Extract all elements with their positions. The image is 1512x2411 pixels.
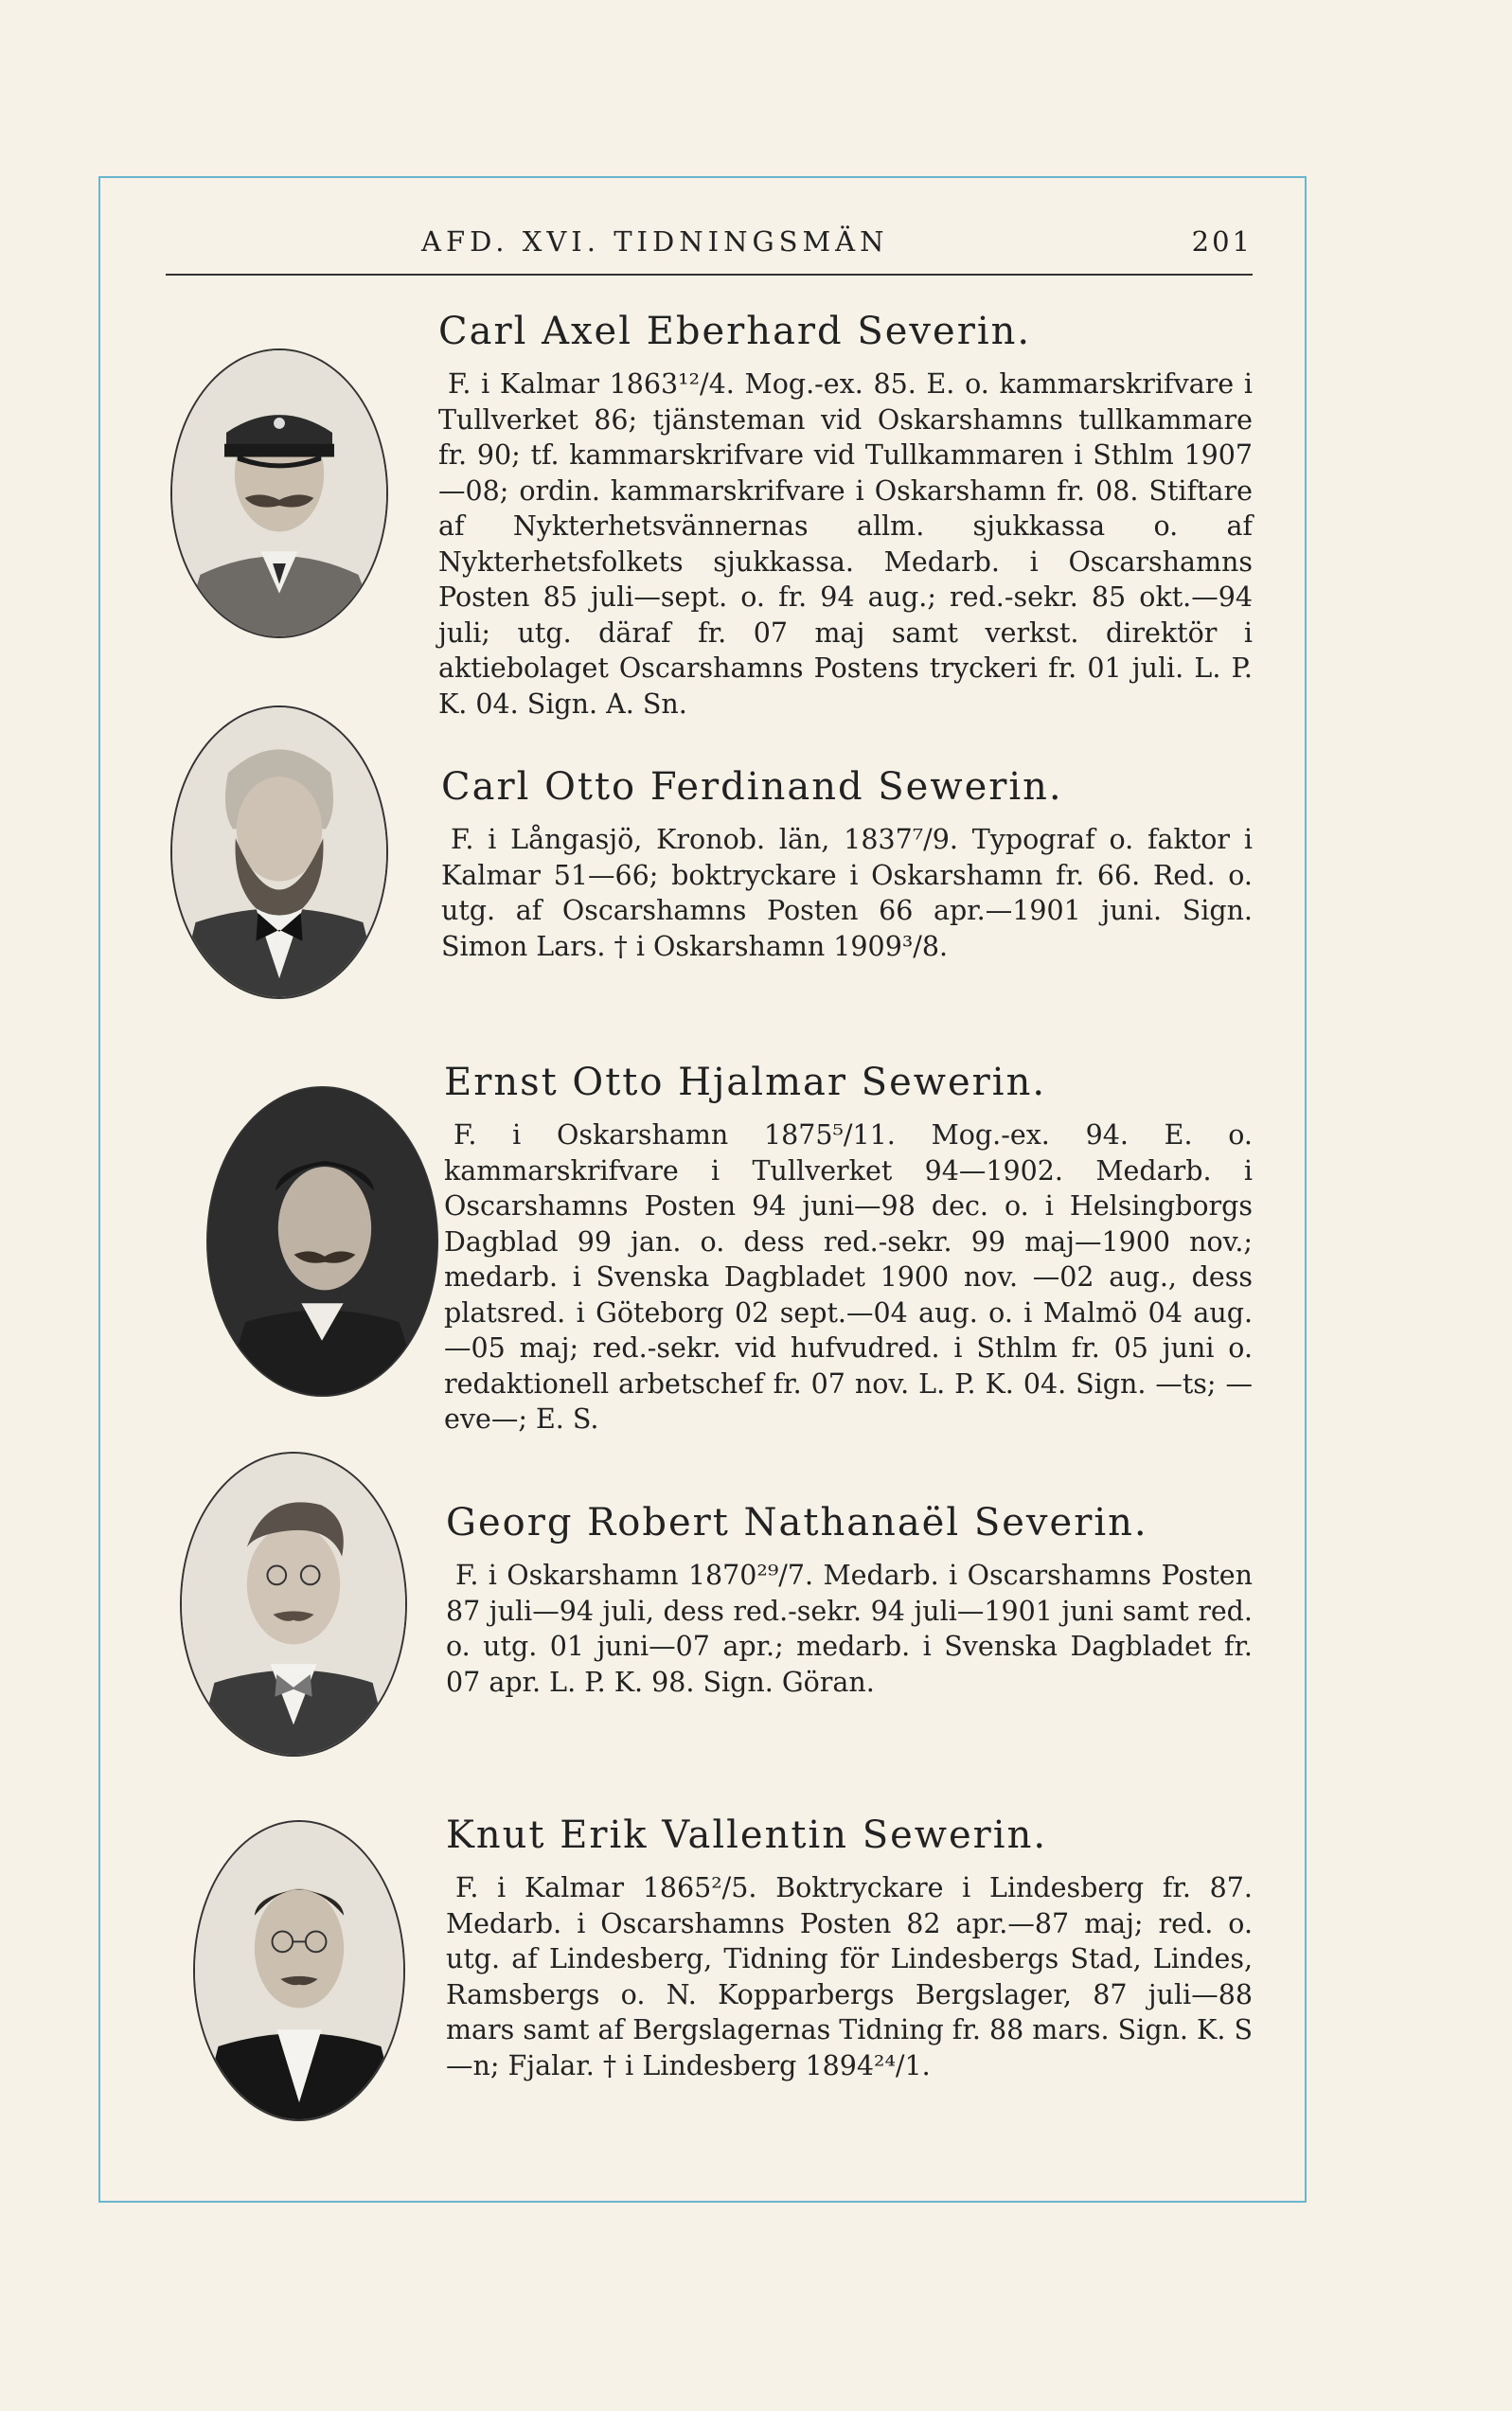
entry-bio: F. i Oskarshamn 1875⁵/11. Mog.-ex. 94. E. o. kammarskrifvare i Tullverket 94—1902. Medarb. i Oscarshamns Posten 94 juni—98 dec. o. i Helsingborgs Dagblad 99 jan. o. dess red.-sekr. 99 maj—1900 nov.; medarb. i Svenska Dagbladet 1900 nov. —02 aug., dess platsred. i Göteborg 02 sept.—04 aug. o. i Malmö 04 aug.—05 maj; red.-sekr. vid hufvudred. i Sthlm fr. 05 juni o. redaktionell arbetschef fr. 07 nov. L. P. K. 04. Sign. —ts; —eve—; E. S. [444, 1119, 1253, 1435]
entry-carl-otto [441, 765, 1253, 964]
portrait-carl-axel [170, 348, 388, 638]
portrait-ernst-otto [206, 1086, 438, 1397]
section-title: AFD. XVI. TIDNINGSMÄN [421, 225, 889, 258]
page-number: 201 [1191, 225, 1253, 258]
entry-name: Carl Otto Ferdinand Sewerin. [441, 765, 1063, 809]
entry-name: Knut Erik Vallentin Sewerin. [446, 1813, 1048, 1857]
entry-ernst-otto [444, 1061, 1253, 1438]
entry-name: Carl Axel Eberhard Severin. [438, 310, 1032, 353]
entry-carl-axel [438, 310, 1253, 722]
portrait-georg-robert [180, 1452, 407, 1757]
entry-bio: F. i Oskarshamn 1870²⁹/7. Medarb. i Oscarshamns Posten 87 juli—94 juli, dess red.-sekr. 94 juli—1901 juni samt red. o. utg. 01 juni—07 apr.; medarb. i Svenska Dagbladet fr. 07 apr. L. P. K. 98. Sign. Göran. [446, 1560, 1253, 1698]
portrait-knut-erik [193, 1820, 405, 2121]
entry-name: Georg Robert Nathanaël Severin. [446, 1501, 1148, 1545]
portrait-carl-otto [170, 705, 388, 999]
entry-georg-robert [446, 1501, 1253, 1700]
header-rule [166, 274, 1253, 276]
entry-knut-erik [446, 1813, 1253, 2083]
running-header [166, 225, 1253, 273]
entry-bio: F. i Långasjö, Kronob. län, 1837⁷/9. Typograf o. faktor i Kalmar 51—66; boktryckare i Oskarshamn fr. 66. Red. o. utg. af Oscarshamns Posten 66 apr.—1901 juni. Sign. Simon Lars. † i Oskarshamn 1909³/8. [441, 824, 1253, 962]
entry-bio: F. i Kalmar 1865²/5. Boktryckare i Lindesberg fr. 87. Medarb. i Oscarshamns Posten 82 apr.—87 maj; red. o. utg. af Lindesberg, Tidning för Lindesbergs Stad, Lindes, Ramsbergs o. N. Kopparbergs Bergslager, 87 juli—88 mars samt af Bergslagernas Tidning fr. 88 mars. Sign. K. S—n; Fjalar. † i Lindesberg 1894²⁴/1. [446, 1872, 1253, 2081]
entry-name: Ernst Otto Hjalmar Sewerin. [444, 1061, 1047, 1104]
entry-bio: F. i Kalmar 1863¹²/4. Mog.-ex. 85. E. o. kammarskrifvare i Tullverket 86; tjänsteman vid Oskarshamns tullkammare fr. 90; tf. kammarskrifvare vid Tullkammaren i Sthlm 1907—08; ordin. kammarskrifvare i Oskarshamn fr. 08. Stiftare af Nykterhetsvännernas allm. sjukkassa o. af Nykterhetsfolkets sjukkassa. Medarb. i Oscarshamns Posten 85 juli—sept. o. fr. 94 aug.; red.-sekr. 85 okt.—94 juli; utg. däraf fr. 07 maj samt verkst. direktör i aktiebolaget Oscarshamns Postens tryckeri fr. 01 juli. L. P. K. 04. Sign. A. Sn. [438, 368, 1253, 720]
